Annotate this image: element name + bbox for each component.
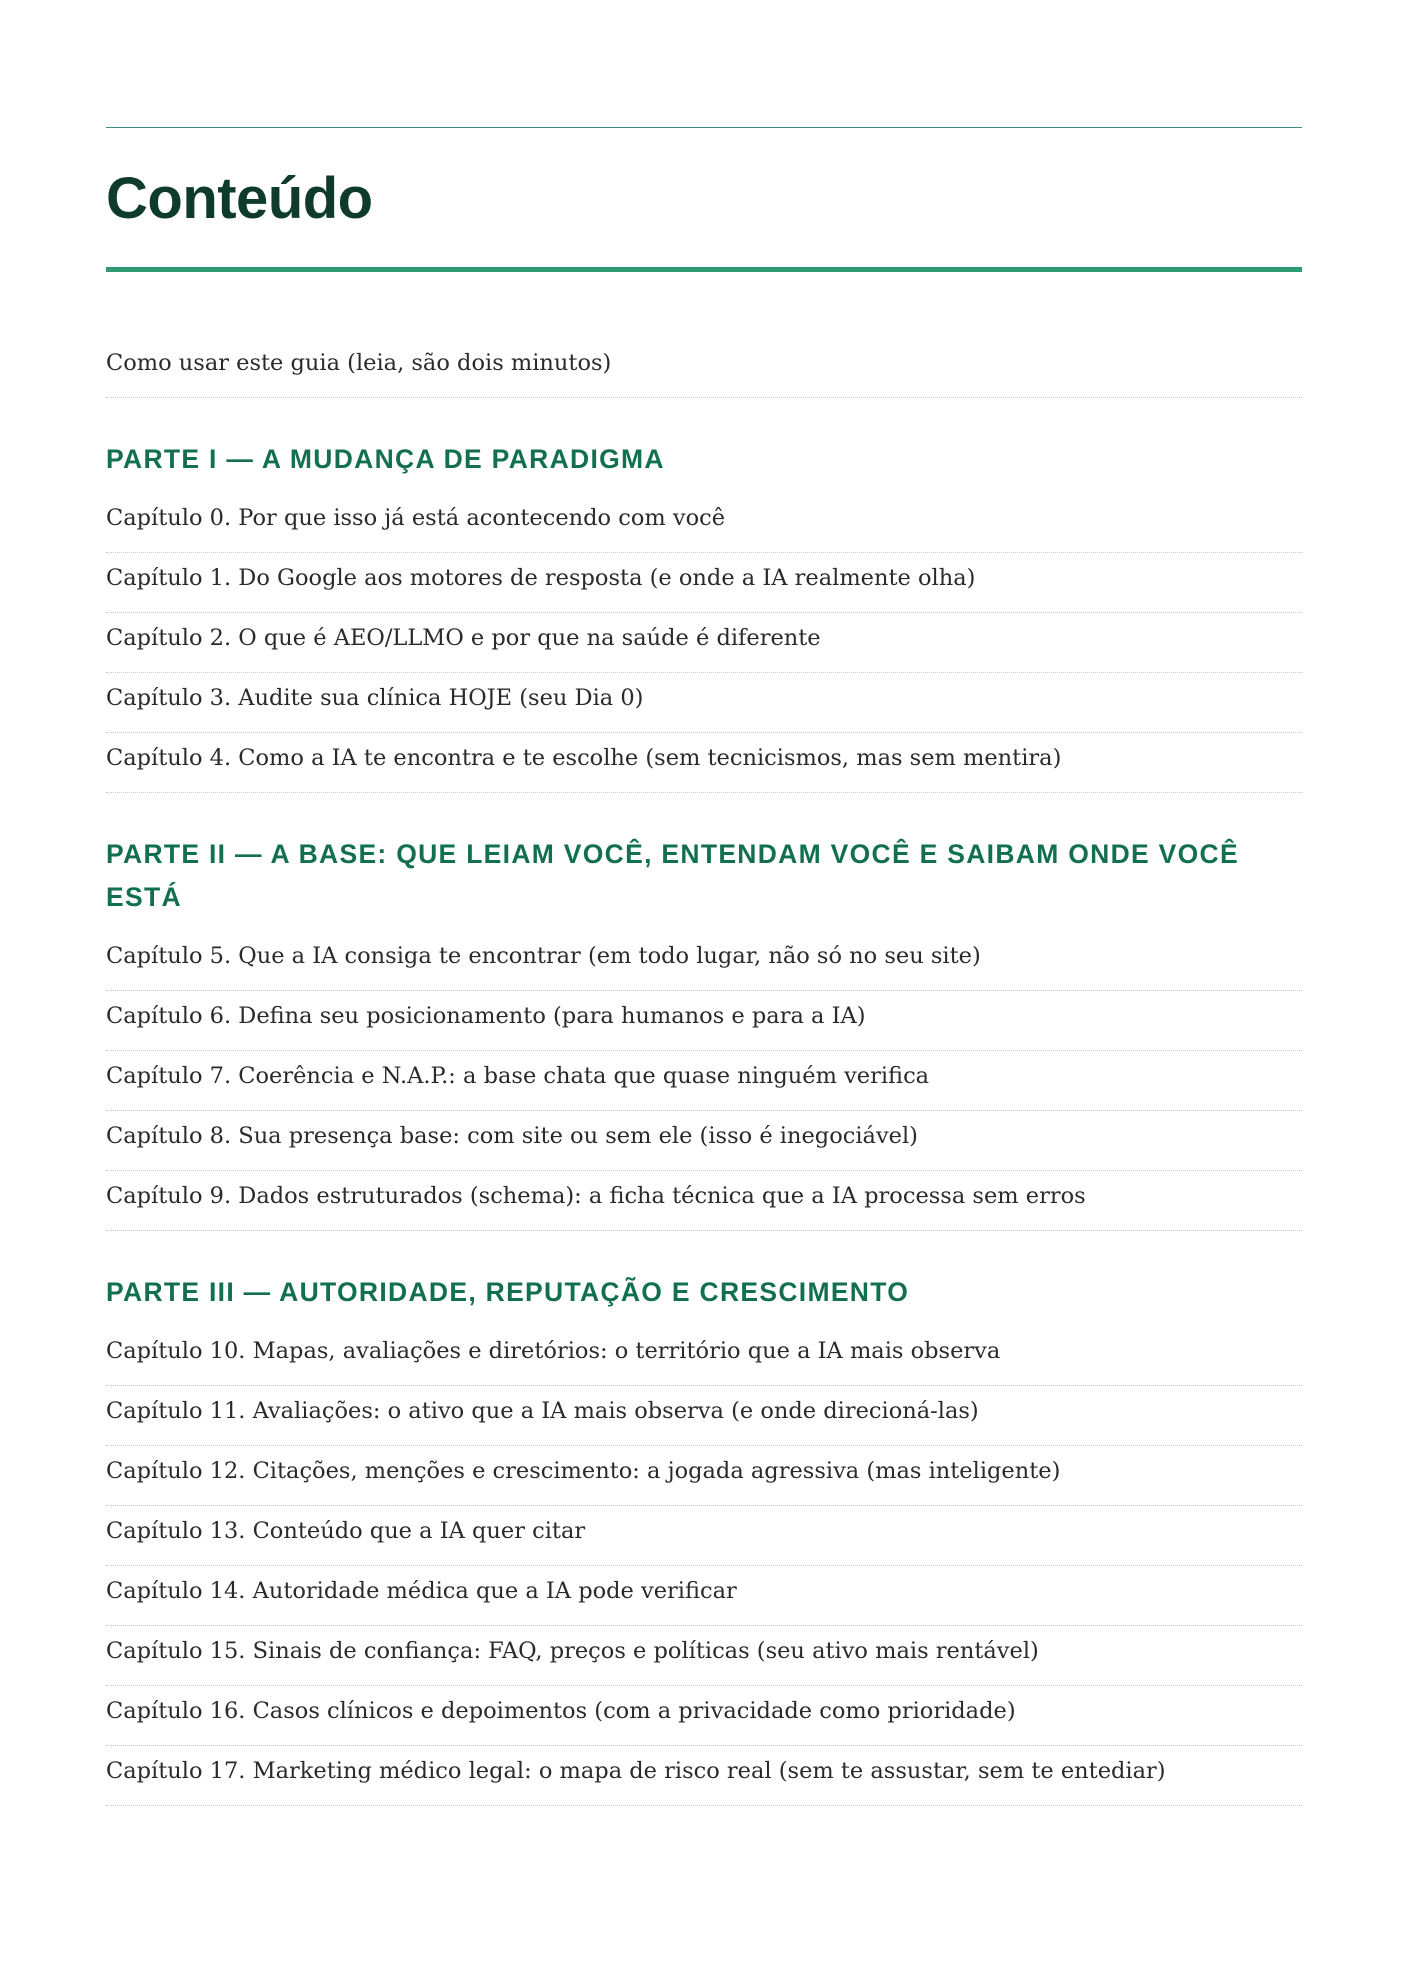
toc-entry-chapter-3[interactable]: Capítulo 3. Audite sua clínica HOJE (seu Dia 0)	[106, 673, 1302, 733]
toc-entry-chapter-12[interactable]: Capítulo 12. Citações, menções e crescimento: a jogada agressiva (mas inteligente)	[106, 1446, 1302, 1506]
toc-entry-chapter-1[interactable]: Capítulo 1. Do Google aos motores de resposta (e onde a IA realmente olha)	[106, 553, 1302, 613]
toc-entry-chapter-17[interactable]: Capítulo 17. Marketing médico legal: o mapa de risco real (sem te assustar, sem te entediar)	[106, 1746, 1302, 1806]
toc-entry-chapter-11[interactable]: Capítulo 11. Avaliações: o ativo que a IA mais observa (e onde direcioná-las)	[106, 1386, 1302, 1446]
title-underline	[106, 267, 1302, 272]
toc-entry-chapter-4[interactable]: Capítulo 4. Como a IA te encontra e te escolhe (sem tecnicismos, mas sem mentira)	[106, 733, 1302, 793]
top-divider	[106, 127, 1302, 128]
toc-entry-intro[interactable]: Como usar este guia (leia, são dois minutos)	[106, 338, 1302, 398]
toc-entry-chapter-6[interactable]: Capítulo 6. Defina seu posicionamento (para humanos e para a IA)	[106, 991, 1302, 1051]
part-1-heading: PARTE I — A MUDANÇA DE PARADIGMA	[106, 444, 665, 474]
page-title: Conteúdo	[106, 166, 373, 231]
toc-entry-chapter-0[interactable]: Capítulo 0. Por que isso já está acontecendo com você	[106, 493, 1302, 553]
toc-entry-chapter-5[interactable]: Capítulo 5. Que a IA consiga te encontrar (em todo lugar, não só no seu site)	[106, 931, 1302, 991]
table-of-contents	[106, 338, 1302, 1806]
toc-entry-chapter-16[interactable]: Capítulo 16. Casos clínicos e depoimentos (com a privacidade como prioridade)	[106, 1686, 1302, 1746]
toc-entry-chapter-9[interactable]: Capítulo 9. Dados estruturados (schema): a ficha técnica que a IA processa sem erros	[106, 1171, 1302, 1231]
toc-entry-chapter-14[interactable]: Capítulo 14. Autoridade médica que a IA pode verificar	[106, 1566, 1302, 1626]
toc-entry-chapter-10[interactable]: Capítulo 10. Mapas, avaliações e diretórios: o território que a IA mais observa	[106, 1326, 1302, 1386]
toc-entry-chapter-15[interactable]: Capítulo 15. Sinais de confiança: FAQ, preços e políticas (seu ativo mais rentável)	[106, 1626, 1302, 1686]
toc-entry-chapter-7[interactable]: Capítulo 7. Coerência e N.A.P.: a base chata que quase ninguém verifica	[106, 1051, 1302, 1111]
toc-entry-chapter-2[interactable]: Capítulo 2. O que é AEO/LLMO e por que na saúde é diferente	[106, 613, 1302, 673]
toc-entry-chapter-8[interactable]: Capítulo 8. Sua presença base: com site ou sem ele (isso é inegociável)	[106, 1111, 1302, 1171]
toc-entry-chapter-13[interactable]: Capítulo 13. Conteúdo que a IA quer citar	[106, 1506, 1302, 1566]
part-3-heading: PARTE III — AUTORIDADE, REPUTAÇÃO E CRESCIMENTO	[106, 1277, 910, 1307]
part-2-heading: PARTE II — A BASE: QUE LEIAM VOCÊ, ENTENDAM VOCÊ E SAIBAM ONDE VOCÊ ESTÁ	[106, 839, 1239, 912]
